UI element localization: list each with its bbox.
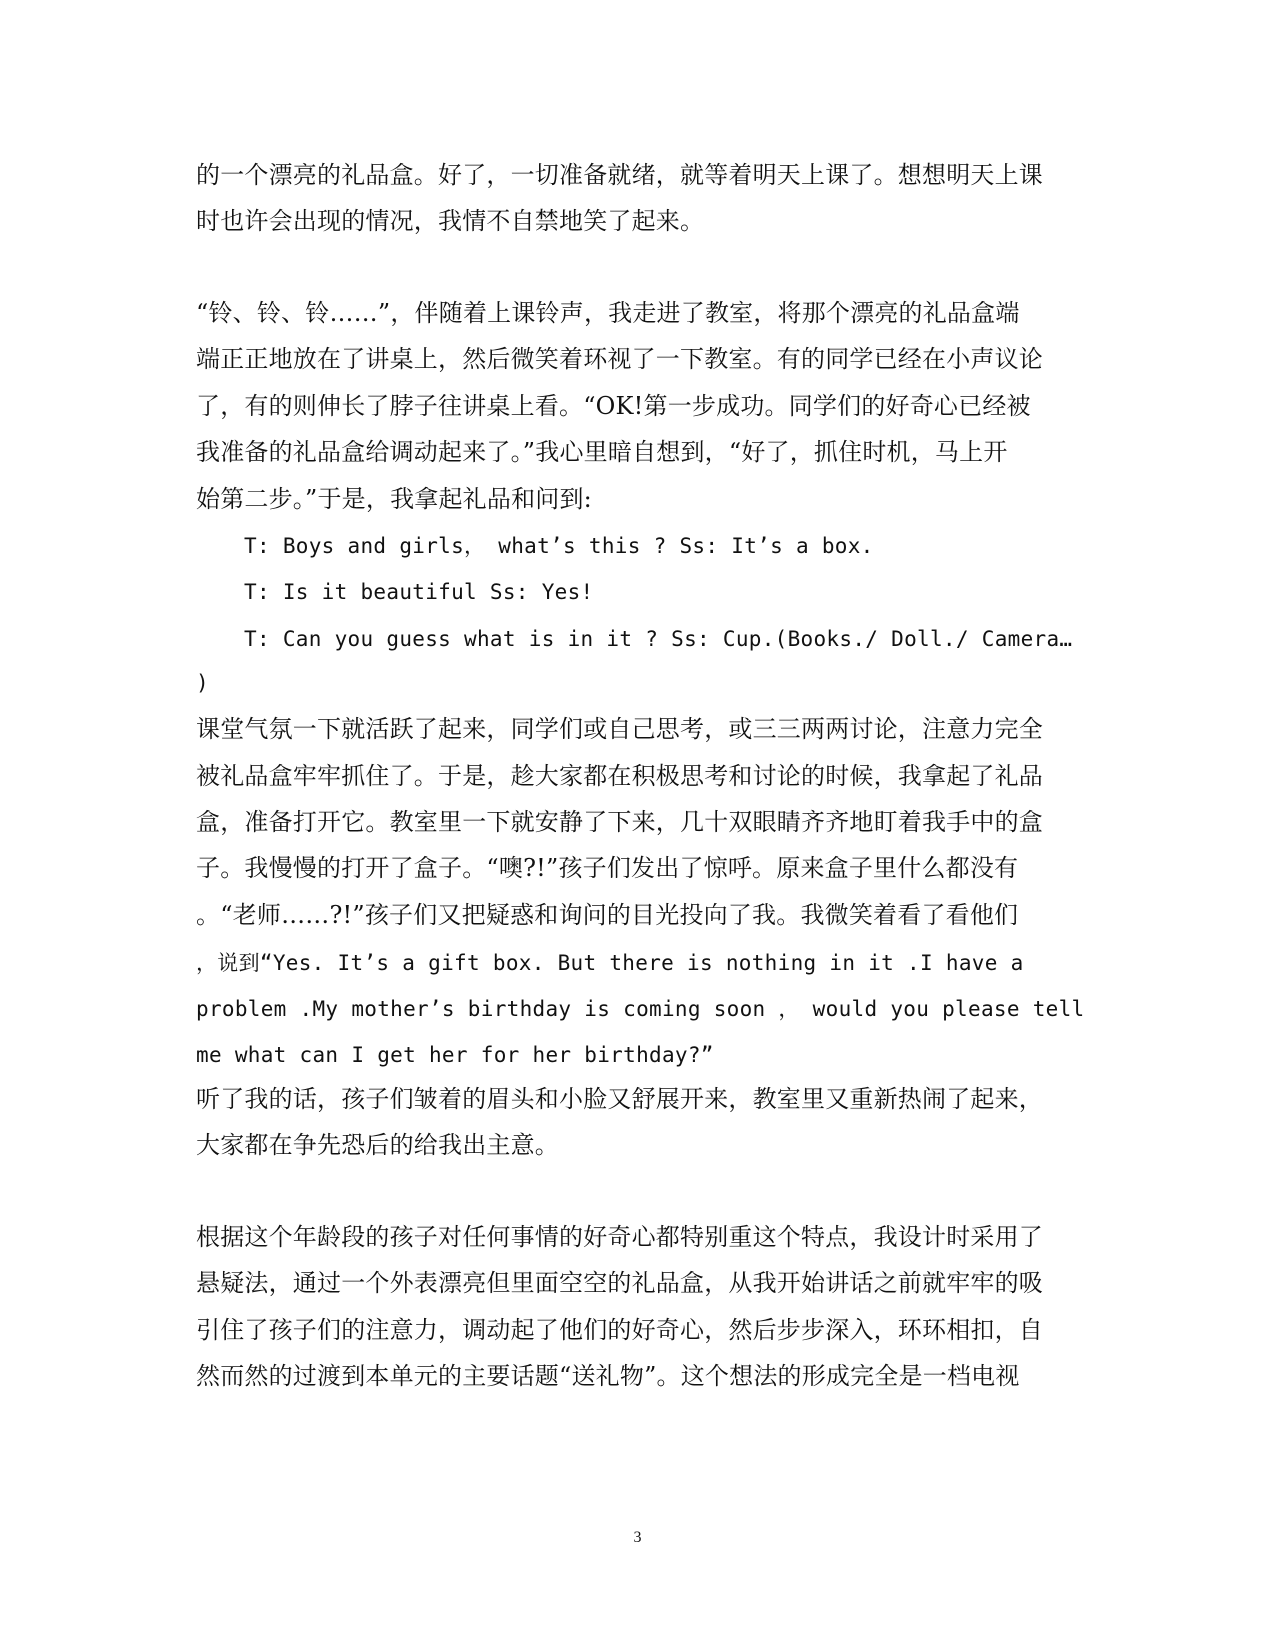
text-line: 端正正地放在了讲桌上，然后微笑着环视了一下教室。有的同学已经在小声议论 [196, 345, 1043, 373]
text-line: 然而然的过渡到本单元的主要话题“送礼物”。这个想法的形成完全是一档电视 [196, 1362, 1020, 1390]
page-number: 3 [633, 1529, 642, 1546]
text-line: 大家都在争先恐后的给我出主意。 [196, 1131, 559, 1159]
text-line: 始第二步。”于是，我拿起礼品和问到: [196, 485, 592, 513]
text-line: 。“老师……?!”孩子们又把疑惑和询问的目光投向了我。我微笑着看了看他们 [196, 901, 1019, 929]
text-line: 时也许会出现的情况，我情不自禁地笑了起来。 [196, 207, 705, 235]
text-line: ，说到“Yes. It’s a gift box. But there is nothing in it .I have a [196, 951, 1024, 975]
dialogue-line: T: Boys and girls， what’s this ? Ss: It’s a box. [244, 534, 874, 558]
text-line: me what can I get her for her birthday?” [196, 1043, 714, 1067]
dialogue-line: T: Is it beautiful Ss: Yes! [244, 580, 594, 604]
text-line: problem .My mother’s birthday is coming soon ， would you please tell [196, 997, 1085, 1021]
text-line: 我准备的礼品盒给调动起来了。”我心里暗自想到，“好了，抓住时机，马上开 [196, 438, 1008, 466]
text-line: 引住了孩子们的注意力，调动起了他们的好奇心，然后步步深入，环环相扣，自 [196, 1316, 1043, 1344]
text-line: 听了我的话，孩子们皱着的眉头和小脸又舒展开来，教室里又重新热闹了起来， [196, 1085, 1043, 1113]
text-line: 被礼品盒牢牢抓住了。于是，趁大家都在积极思考和讨论的时候，我拿起了礼品 [196, 762, 1043, 790]
text-line: “铃、铃、铃……”，伴随着上课铃声，我走进了教室，将那个漂亮的礼品盒端 [196, 299, 1020, 327]
text-line: 盒，准备打开它。教室里一下就安静了下来，几十双眼睛齐齐地盯着我手中的盒 [196, 808, 1043, 836]
text-line: 悬疑法，通过一个外表漂亮但里面空空的礼品盒，从我开始讲话之前就牢牢的吸 [196, 1269, 1043, 1297]
dialogue-line: ) [196, 671, 209, 695]
text-line: 了，有的则伸长了脖子往讲桌上看。“OK!第一步成功。同学们的好奇心已经被 [196, 392, 1031, 420]
dialogue-line: T: Can you guess what is in it ? Ss: Cup.(Books./ Doll./ Camera… [244, 627, 1073, 651]
text-line: 的一个漂亮的礼品盒。好了，一切准备就绪，就等着明天上课了。想想明天上课 [196, 161, 1043, 189]
text-line: 根据这个年龄段的孩子对任何事情的好奇心都特别重这个特点，我设计时采用了 [196, 1223, 1043, 1251]
text-line: 课堂气氛一下就活跃了起来，同学们或自己思考，或三三两两讨论，注意力完全 [196, 715, 1043, 743]
text-line: 子。我慢慢的打开了盒子。“噢?!”孩子们发出了惊呼。原来盒子里什么都没有 [196, 854, 1019, 882]
